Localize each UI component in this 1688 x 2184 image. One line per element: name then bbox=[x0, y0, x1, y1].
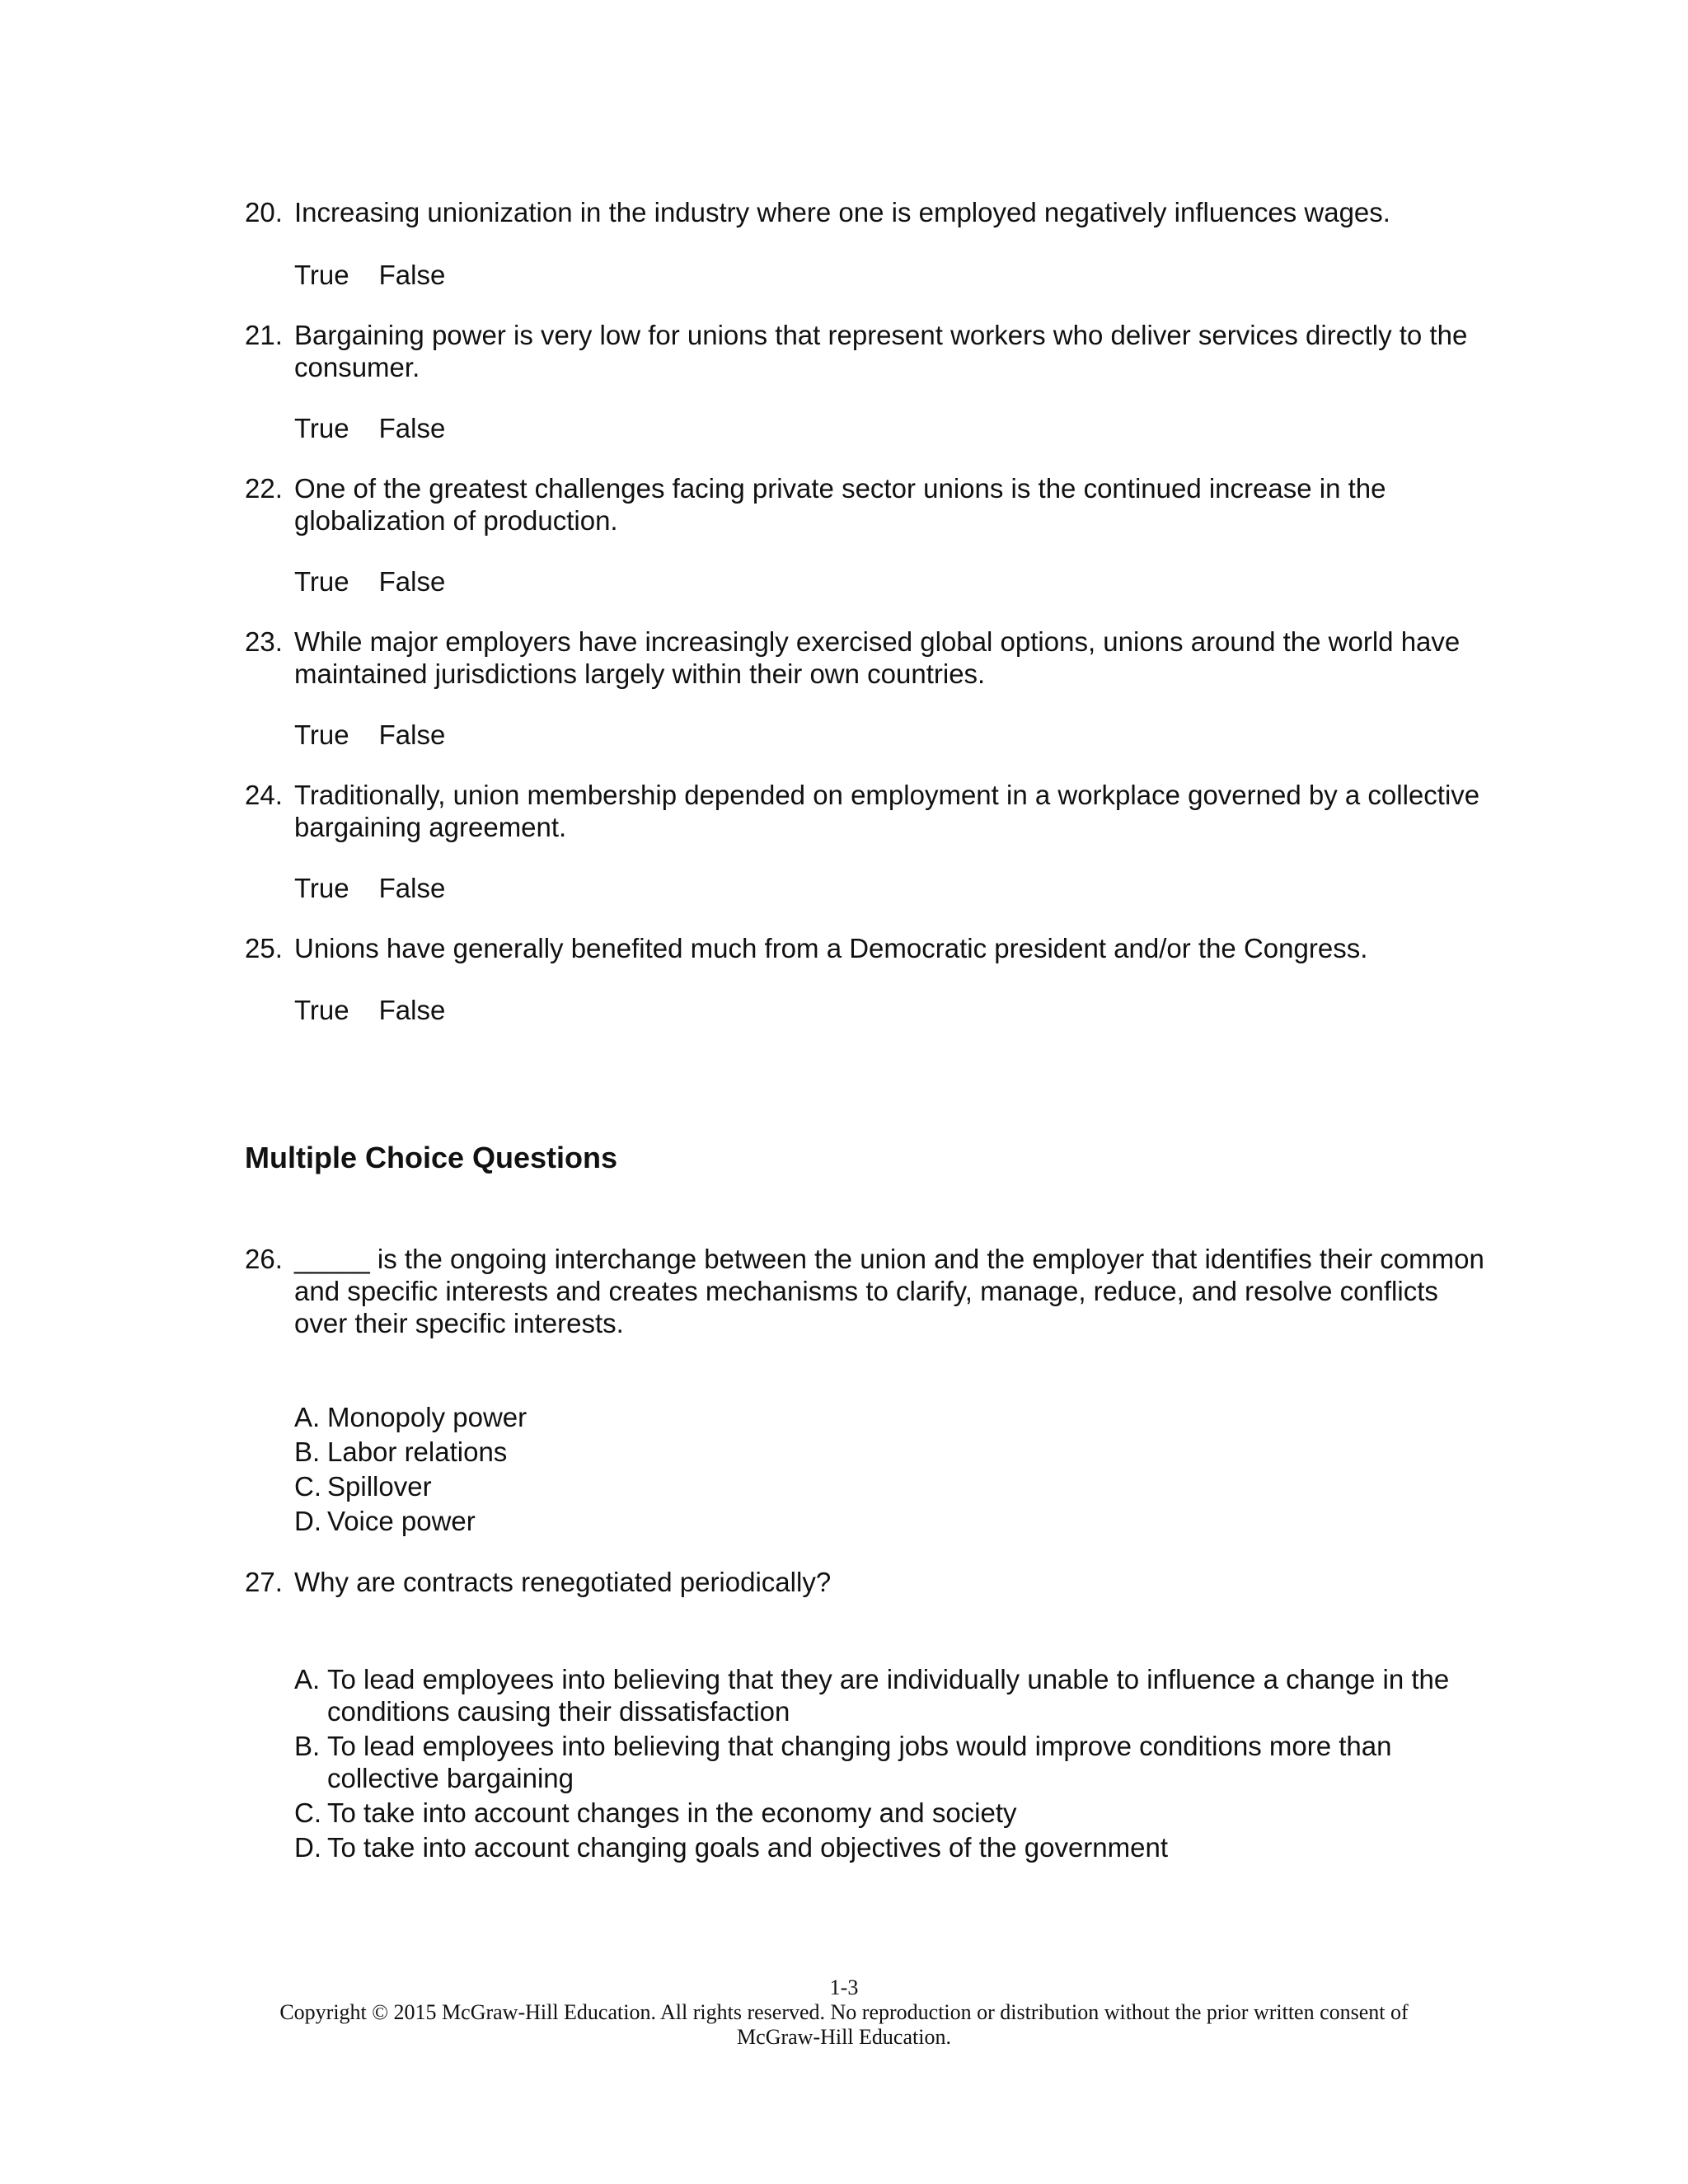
question-23 bbox=[245, 626, 1498, 690]
question-text: Increasing unionization in the industry where one is employed negatively influences wages. bbox=[294, 197, 1390, 227]
option-letter: B. bbox=[294, 1436, 321, 1467]
false-option: False bbox=[378, 719, 446, 750]
question-text: Why are contracts renegotiated periodically? bbox=[294, 1567, 832, 1597]
question-26 bbox=[245, 1243, 1498, 1339]
question-25 bbox=[245, 932, 1498, 964]
question-number: 23. bbox=[245, 626, 283, 657]
answer-option bbox=[294, 1663, 1498, 1727]
true-false-options-22 bbox=[294, 565, 445, 598]
true-option: True bbox=[294, 719, 349, 750]
true-false-options-25 bbox=[294, 994, 445, 1026]
option-text: To lead employees into believing that they are individually unable to influence a change in the conditions causing their dissatisfaction bbox=[327, 1664, 1450, 1727]
option-text: Spillover bbox=[327, 1471, 432, 1502]
copyright-line-2: McGraw-Hill Education. bbox=[737, 2025, 951, 2049]
question-text: One of the greatest challenges facing private sector unions is the continued increase in the globalization of production. bbox=[294, 473, 1386, 536]
question-number: 27. bbox=[245, 1567, 283, 1597]
answer-option bbox=[294, 1505, 1498, 1537]
false-option: False bbox=[378, 566, 446, 597]
question-text: While major employers have increasingly exercised global options, unions around the world have maintained jurisdictions largely within their own countries. bbox=[294, 626, 1461, 689]
question-20 bbox=[245, 196, 1498, 228]
option-text: To lead employees into believing that changing jobs would improve conditions more than collective bargaining bbox=[327, 1731, 1392, 1793]
option-text: Monopoly power bbox=[327, 1402, 528, 1432]
answer-option bbox=[294, 1831, 1498, 1863]
true-false-options-24 bbox=[294, 872, 445, 904]
option-letter: D. bbox=[294, 1832, 321, 1863]
question-number: 20. bbox=[245, 197, 283, 227]
option-letter: D. bbox=[294, 1506, 321, 1536]
question-text: _____ is the ongoing interchange between the union and the employer that identifies their common and specific interests and creates mechanisms to clarify, manage, reduce, and resolve conflicts over their specific interests. bbox=[294, 1244, 1484, 1338]
false-option: False bbox=[378, 995, 446, 1025]
question-22 bbox=[245, 472, 1498, 537]
answer-option bbox=[294, 1401, 1498, 1433]
answer-options-27 bbox=[294, 1663, 1498, 1866]
page-number: 1-3 bbox=[829, 1975, 859, 1999]
option-text: Labor relations bbox=[327, 1436, 508, 1467]
question-number: 24. bbox=[245, 780, 283, 810]
option-letter: C. bbox=[294, 1797, 321, 1828]
option-text: Voice power bbox=[327, 1506, 476, 1536]
option-letter: B. bbox=[294, 1731, 321, 1761]
answer-option bbox=[294, 1730, 1498, 1794]
answer-option bbox=[294, 1797, 1498, 1829]
answer-option bbox=[294, 1436, 1498, 1468]
true-option: True bbox=[294, 260, 349, 290]
section-heading: Multiple Choice Questions bbox=[245, 1141, 618, 1174]
question-text: Unions have generally benefited much from a Democratic president and/or the Congress. bbox=[294, 933, 1368, 963]
question-text: Traditionally, union membership depended on employment in a workplace governed by a collective bargaining agreement. bbox=[294, 780, 1480, 842]
option-text: To take into account changes in the economy and society bbox=[327, 1797, 1017, 1828]
option-letter: C. bbox=[294, 1471, 321, 1502]
true-false-options-21 bbox=[294, 412, 445, 444]
question-27 bbox=[245, 1566, 1498, 1598]
answer-options-26 bbox=[294, 1401, 1498, 1540]
true-false-options-20 bbox=[294, 259, 445, 291]
true-false-options-23 bbox=[294, 719, 445, 751]
false-option: False bbox=[378, 260, 446, 290]
copyright-line-1: Copyright © 2015 McGraw-Hill Education. All rights reserved. No reproduction or distribution without the prior written consent of bbox=[279, 2000, 1409, 2024]
true-option: True bbox=[294, 995, 349, 1025]
question-21 bbox=[245, 319, 1498, 383]
question-number: 25. bbox=[245, 933, 283, 963]
true-option: True bbox=[294, 566, 349, 597]
false-option: False bbox=[378, 873, 446, 903]
question-24 bbox=[245, 779, 1498, 843]
option-letter: A. bbox=[294, 1402, 321, 1432]
true-option: True bbox=[294, 413, 349, 443]
answer-option bbox=[294, 1470, 1498, 1502]
option-text: To take into account changing goals and objectives of the government bbox=[327, 1832, 1169, 1863]
question-number: 21. bbox=[245, 320, 283, 350]
option-letter: A. bbox=[294, 1664, 321, 1694]
true-option: True bbox=[294, 873, 349, 903]
question-number: 26. bbox=[245, 1244, 283, 1274]
question-text: Bargaining power is very low for unions that represent workers who deliver services directly to the consumer. bbox=[294, 320, 1468, 382]
question-number: 22. bbox=[245, 473, 283, 504]
false-option: False bbox=[378, 413, 446, 443]
